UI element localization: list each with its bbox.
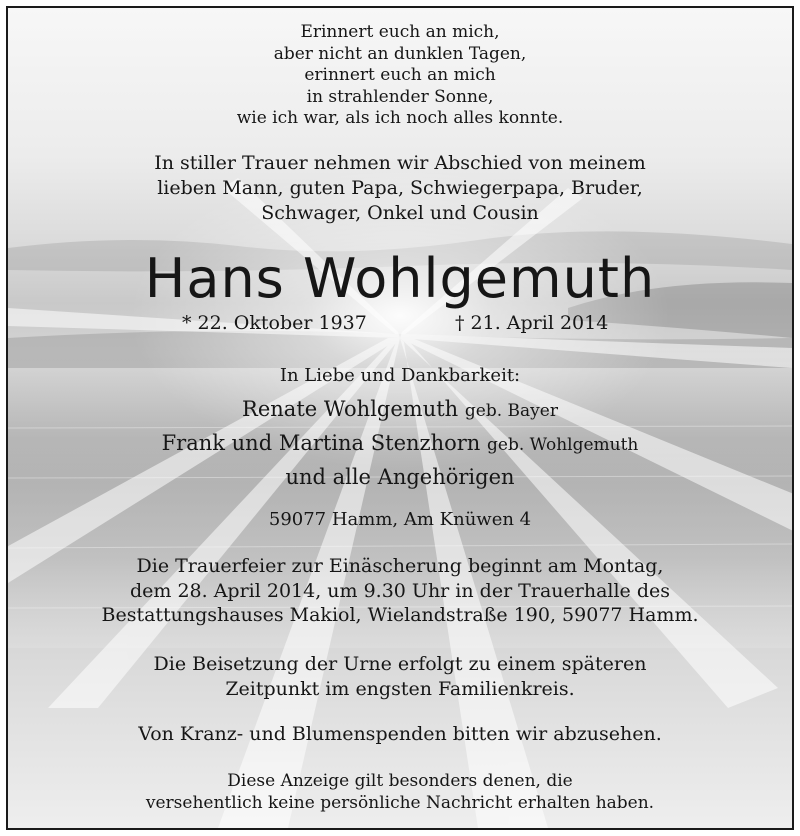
family-address: 59077 Hamm, Am Knüwen 4 bbox=[268, 509, 532, 530]
mourner-name: Renate Wohlgemuth bbox=[242, 397, 459, 421]
life-dates bbox=[8, 310, 792, 336]
farewell-intro bbox=[8, 151, 792, 226]
notice-note bbox=[8, 770, 792, 814]
mourner-note: geb. Bayer bbox=[464, 401, 558, 421]
poem-line: in strahlender Sonne, bbox=[306, 86, 494, 107]
poem bbox=[8, 22, 792, 130]
poem-line: aber nicht an dunklen Tagen, bbox=[273, 43, 527, 64]
funeral-line: Die Trauerfeier zur Einäscherung beginnt am Montag, bbox=[136, 555, 664, 577]
mourner-line: und alle Angehörigen bbox=[285, 465, 515, 489]
poem-line: erinnert euch an mich bbox=[304, 65, 496, 85]
obituary-content bbox=[8, 8, 792, 828]
poem-line: Erinnert euch an mich, bbox=[300, 22, 500, 42]
funeral-line: dem 28. April 2014, um 9.30 Uhr in der Trauerhalle des bbox=[129, 579, 670, 602]
mourner-name: Frank und Martina Stenzhorn bbox=[161, 431, 481, 455]
flowers-note: Von Kranz- und Blumenspenden bitten wir abzusehen. bbox=[138, 723, 662, 745]
mourner-line bbox=[8, 427, 792, 461]
urn-burial-info bbox=[8, 652, 792, 701]
death-date-group bbox=[455, 310, 608, 336]
mourners-heading: In Liebe und Dankbarkeit: bbox=[279, 365, 521, 386]
cross-icon: † bbox=[455, 312, 465, 334]
intro-line: lieben Mann, guten Papa, Schwiegerpapa, Bruder, bbox=[157, 177, 643, 199]
mourner-note: geb. Wohlgemuth bbox=[487, 435, 639, 455]
poem-line: wie ich war, als ich noch alles konnte. bbox=[236, 108, 564, 128]
birth-date: * 22. Oktober 1937 bbox=[182, 312, 367, 334]
urn-line: Zeitpunkt im engsten Familienkreis. bbox=[225, 677, 575, 700]
intro-line: Schwager, Onkel und Cousin bbox=[261, 202, 539, 224]
mourners-list bbox=[8, 393, 792, 493]
notice-line: Diese Anzeige gilt besonders denen, die bbox=[227, 771, 573, 791]
mourner-line bbox=[8, 393, 792, 427]
obituary-frame bbox=[6, 6, 794, 830]
deceased-name: Hans Wohlgemuth bbox=[144, 247, 656, 310]
notice-line: versehentlich keine persönliche Nachricht erhalten haben. bbox=[145, 793, 655, 813]
funeral-line: Bestattungshauses Makiol, Wielandstraße 190, 59077 Hamm. bbox=[101, 604, 699, 626]
death-date: 21. April 2014 bbox=[470, 312, 609, 334]
intro-line: In stiller Trauer nehmen wir Abschied von meinem bbox=[154, 152, 646, 174]
urn-line: Die Beisetzung der Urne erfolgt zu einem späteren bbox=[153, 653, 647, 675]
funeral-service-info bbox=[8, 554, 792, 628]
